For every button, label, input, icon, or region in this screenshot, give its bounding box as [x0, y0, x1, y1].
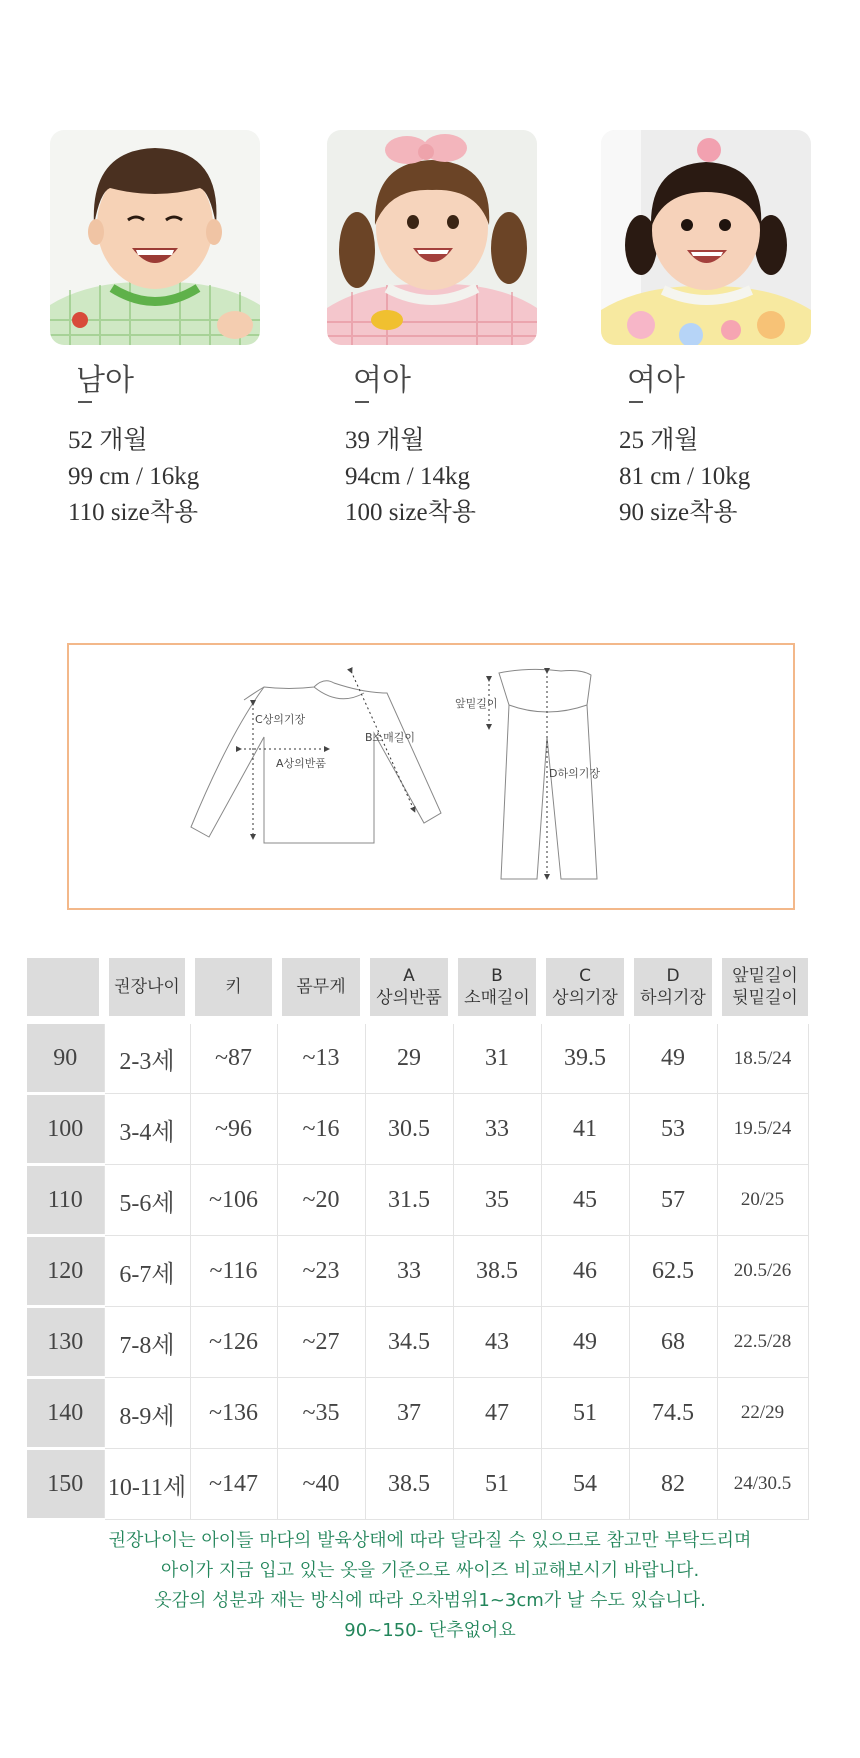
- model-size: 100 size착용: [345, 499, 476, 526]
- table-cell: 49: [629, 1020, 717, 1094]
- table-cell: 22.5/28: [717, 1307, 808, 1378]
- table-row: [27, 1449, 808, 1520]
- table-cell: 5-6세: [104, 1165, 190, 1236]
- table-cell: 46: [541, 1236, 629, 1307]
- table-cell: 53: [629, 1094, 717, 1165]
- divider-dash: [78, 401, 92, 403]
- table-cell: 38.5: [365, 1449, 453, 1520]
- measurement-diagram: [67, 643, 795, 910]
- header-rise: 앞밑길이 뒷밑길이: [717, 958, 808, 1020]
- table-cell: 74.5: [629, 1378, 717, 1449]
- table-cell: 41: [541, 1094, 629, 1165]
- table-cell: ~147: [190, 1449, 277, 1520]
- model-info: [68, 423, 260, 531]
- size-notes: [0, 1526, 860, 1646]
- size-cell: 120: [27, 1236, 104, 1307]
- model-gender: 여아: [627, 363, 685, 398]
- table-cell: 31.5: [365, 1165, 453, 1236]
- table-cell: 10-11세: [104, 1449, 190, 1520]
- model-size: 110 size착용: [68, 499, 198, 526]
- table-cell: 62.5: [629, 1236, 717, 1307]
- size-table: [27, 958, 809, 1521]
- table-cell: ~27: [277, 1307, 365, 1378]
- divider-dash: [355, 401, 369, 403]
- table-cell: 39.5: [541, 1020, 629, 1094]
- label-chest: A상의반품: [276, 757, 327, 770]
- table-cell: 8-9세: [104, 1378, 190, 1449]
- table-cell: 31: [453, 1020, 541, 1094]
- model-age: 39 개월: [345, 427, 425, 454]
- table-row: [27, 1020, 808, 1094]
- table-cell: 43: [453, 1307, 541, 1378]
- table-cell: ~13: [277, 1020, 365, 1094]
- model-section: [0, 130, 860, 550]
- header-age: 권장나이: [104, 958, 190, 1020]
- label-pants-length: D하의기장: [549, 767, 600, 780]
- model-size: 90 size착용: [619, 499, 738, 526]
- table-cell: 6-7세: [104, 1236, 190, 1307]
- size-cell: 140: [27, 1378, 104, 1449]
- divider-dash: [629, 401, 643, 403]
- table-cell: 37: [365, 1378, 453, 1449]
- table-cell: 35: [453, 1165, 541, 1236]
- model-photo-girl-2: [601, 130, 811, 345]
- model-card-girl-2: [601, 130, 811, 531]
- table-cell: 20.5/26: [717, 1236, 808, 1307]
- size-cell: 110: [27, 1165, 104, 1236]
- table-cell: ~106: [190, 1165, 277, 1236]
- table-cell: 45: [541, 1165, 629, 1236]
- table-cell: ~116: [190, 1236, 277, 1307]
- table-cell: 68: [629, 1307, 717, 1378]
- label-rise: 앞밑길이: [455, 697, 498, 710]
- model-body: 94cm / 14kg: [345, 463, 470, 490]
- table-row: [27, 1307, 808, 1378]
- table-cell: 51: [453, 1449, 541, 1520]
- table-row: [27, 1165, 808, 1236]
- table-row: [27, 1378, 808, 1449]
- table-cell: 38.5: [453, 1236, 541, 1307]
- table-cell: 33: [453, 1094, 541, 1165]
- note-line: 옷감의 성분과 재는 방식에 따라 오차범위1~3cm가 날 수도 있습니다.: [154, 1590, 706, 1611]
- table-cell: 34.5: [365, 1307, 453, 1378]
- model-gender: 남아: [76, 363, 134, 398]
- table-cell: ~23: [277, 1236, 365, 1307]
- table-cell: ~20: [277, 1165, 365, 1236]
- table-cell: 30.5: [365, 1094, 453, 1165]
- table-row: [27, 1236, 808, 1307]
- model-age: 25 개월: [619, 427, 699, 454]
- table-row: [27, 1094, 808, 1165]
- size-cell: 90: [27, 1020, 104, 1094]
- table-cell: 51: [541, 1378, 629, 1449]
- model-card-boy: [50, 130, 260, 531]
- note-line: 권장나이는 아이들 마다의 발육상태에 따라 달라질 수 있으므로 참고만 부탁드리며: [108, 1530, 752, 1551]
- table-cell: 29: [365, 1020, 453, 1094]
- header-size: [27, 958, 104, 1020]
- note-line: 90~150- 단추없어요: [344, 1620, 516, 1641]
- model-body: 81 cm / 10kg: [619, 463, 751, 490]
- label-top-length: C상의기장: [255, 713, 306, 726]
- note-line: 아이가 지금 입고 있는 옷을 기준으로 싸이즈 비교해보시기 바랍니다.: [160, 1560, 700, 1581]
- header-weight: 몸무게: [277, 958, 365, 1020]
- table-cell: ~35: [277, 1378, 365, 1449]
- table-cell: 7-8세: [104, 1307, 190, 1378]
- model-info: [345, 423, 537, 531]
- label-sleeve: B소매길이: [365, 731, 416, 744]
- model-gender: 여아: [353, 363, 411, 398]
- model-photo-boy: [50, 130, 260, 345]
- table-cell: 24/30.5: [717, 1449, 808, 1520]
- table-cell: 82: [629, 1449, 717, 1520]
- table-cell: 3-4세: [104, 1094, 190, 1165]
- table-cell: ~136: [190, 1378, 277, 1449]
- table-cell: 54: [541, 1449, 629, 1520]
- size-cell: 150: [27, 1449, 104, 1520]
- table-cell: 20/25: [717, 1165, 808, 1236]
- table-cell: ~40: [277, 1449, 365, 1520]
- size-cell: 130: [27, 1307, 104, 1378]
- header-d: D 하의기장: [629, 958, 717, 1020]
- table-cell: 18.5/24: [717, 1020, 808, 1094]
- table-cell: ~126: [190, 1307, 277, 1378]
- model-card-girl-1: [327, 130, 537, 531]
- table-header-row: [27, 958, 808, 1020]
- header-height: 키: [190, 958, 277, 1020]
- model-age: 52 개월: [68, 427, 148, 454]
- table-cell: 2-3세: [104, 1020, 190, 1094]
- table-cell: 22/29: [717, 1378, 808, 1449]
- table-cell: 49: [541, 1307, 629, 1378]
- model-body: 99 cm / 16kg: [68, 463, 200, 490]
- header-c: C 상의기장: [541, 958, 629, 1020]
- model-photo-girl-1: [327, 130, 537, 345]
- table-cell: ~96: [190, 1094, 277, 1165]
- header-b: B 소매길이: [453, 958, 541, 1020]
- header-a: A 상의반품: [365, 958, 453, 1020]
- size-cell: 100: [27, 1094, 104, 1165]
- table-cell: ~16: [277, 1094, 365, 1165]
- table-cell: ~87: [190, 1020, 277, 1094]
- table-cell: 57: [629, 1165, 717, 1236]
- model-info: [619, 423, 811, 531]
- table-cell: 47: [453, 1378, 541, 1449]
- table-cell: 33: [365, 1236, 453, 1307]
- table-cell: 19.5/24: [717, 1094, 808, 1165]
